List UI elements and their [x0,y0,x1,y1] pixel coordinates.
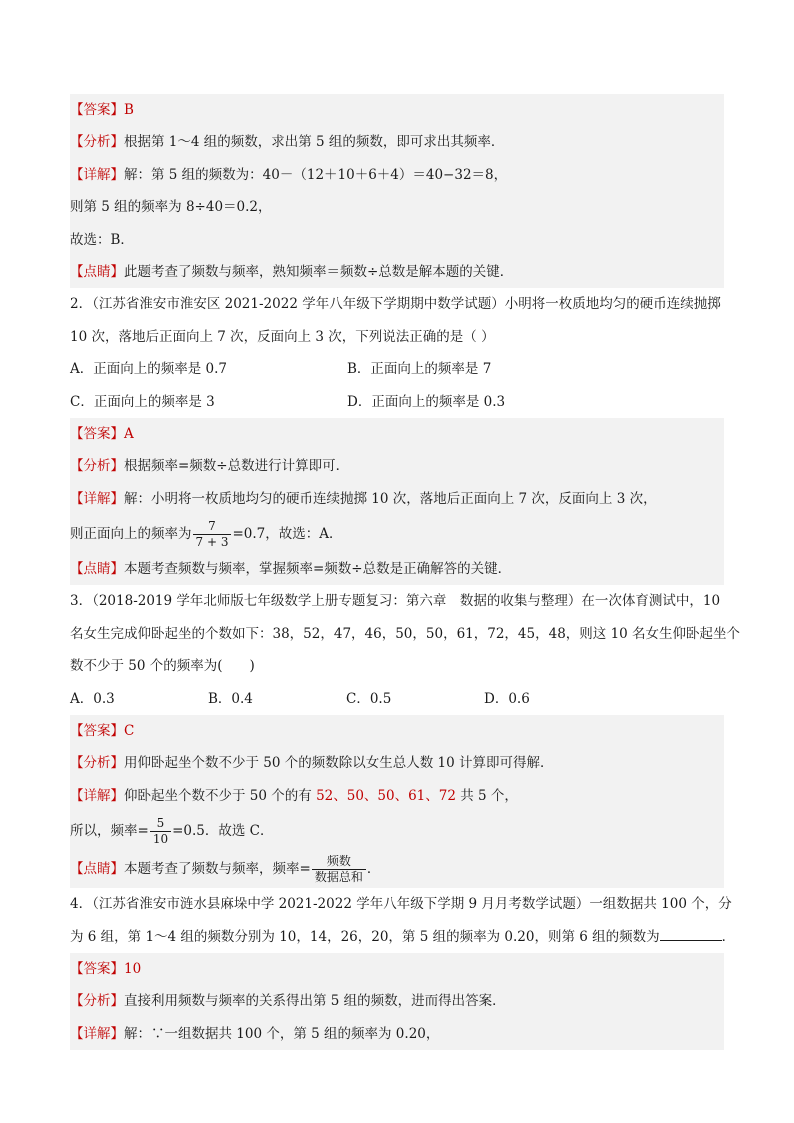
q1-answer: 【答案】B [70,94,724,126]
q2-stem-line2: 10 次，落地后正面向上 7 次，反面向上 3 次，下列说法正确的是（ ） [70,328,495,345]
q4-detail: 【详解】解：∵一组数据共 100 个，第 5 组的频率为 0.20， [70,1018,724,1050]
q2-detail: 【详解】解：小明将一枚质地均匀的硬币连续抛掷 10 次，落地后正面向上 7 次，反面向上 3 次， [70,483,724,515]
q2-stem-line1: 2．（江苏省淮安市淮安区 2021-2022 学年八年级下学期期中数学试题）小明将一枚质地均匀的硬币连续抛掷 [70,296,721,313]
q2-options-row1 [70,353,724,385]
q1-comment: 【点睛】此题考查了频数与频率，熟知频率＝频数÷总数是解本题的关键． [70,256,724,288]
q1-detail-line3: 故选：B． [70,224,724,256]
q1-detail: 【详解】解：第 5 组的频数为：40－（12＋10＋6＋4）＝40−32＝8， [70,159,724,191]
q2-option-a: A．正面向上的频率是 0.7 [70,361,228,378]
q3-comment: 【点睛】本题考查了频数与频率，频率= $\frac{\text{频数}}{\text{数据总和}}$ ． [70,850,724,888]
q3-stem-line2: 名女生完成仰卧起坐的个数如下：38，52，47，46，50，50，61，72，45，48，则这 10 名女生仰卧起坐个 [70,625,741,642]
q2-comment: 【点睛】本题考查频数与频率，掌握频率=频数÷总数是正确解答的关键． [70,553,724,585]
q4-stem-line1: 4．（江苏省淮安市涟水县麻垛中学 2021-2022 学年八年级下学期 9 月月考数学试题）一组数据共 100 个，分 [70,896,732,913]
q2-option-b: B．正面向上的频率是 7 [347,361,492,378]
q3-detail-line2: 所以，频率= $\frac{5}{10}$ =0.5．故选 C． [70,812,724,850]
q3-fraction: $\frac{5}{10}$ [150,816,171,847]
q1-analysis: 【分析】根据第 1～4 组的频数，求出第 5 组的频数，即可求出其频率． [70,126,724,158]
q3-option-a: A．0.3 [70,690,115,707]
q3-analysis: 【分析】用仰卧起坐个数不少于 50 个的频数除以女生总人数 10 计算即可得解． [70,747,724,779]
q1-detail-line2: 则第 5 组的频率为 8÷40＝0.2， [70,191,724,223]
q2-analysis: 【分析】根据频率=频数÷总数进行计算即可． [70,450,724,482]
q4-stem-line2: 为 6 组，第 1～4 组的频数分别为 10，14，26，20，第 5 组的频率为 0.20，则第 6 组的频数为 ． [70,921,724,953]
q2-fraction: $\frac{7}{7 + 3}$ [193,519,232,550]
q3-option-b: B．0.4 [208,690,253,707]
q3-options [70,683,724,715]
q3-comment-fraction: $\frac{\text{频数}}{\text{数据总和}}$ [312,854,366,885]
q2-answer: 【答案】A [70,418,724,450]
q3-option-d: D．0.6 [484,690,530,707]
q2-option-c: C．正面向上的频率是 3 [70,393,215,410]
q3-option-c: C．0.5 [346,690,392,707]
q2-options-row2 [70,386,724,418]
document-body [70,94,741,1050]
q4-analysis: 【分析】直接利用频数与频率的关系得出第 5 组的频数，进而得出答案． [70,985,724,1017]
answer-blank [660,926,722,941]
q3-stem-line3: 数不少于 50 个的频率为( ) [70,658,255,675]
q3-answer: 【答案】C [70,715,724,747]
q2-option-d: D．正面向上的频率是 0.3 [347,393,506,410]
q4-answer: 【答案】10 [70,953,724,985]
q3-detail: 【详解】仰卧起坐个数不少于 50 个的有 52、50、50、61、72 共 5 个， [70,780,724,812]
q3-stem-line1: 3．（2018-2019 学年北师版七年级数学上册专题复习：第六章 数据的收集与整理）在一次体育测试中，10 [70,593,721,610]
q2-detail-line2: 则正面向上的频率为 $\frac{7}{7 + 3}$ =0.7，故选：A． [70,515,724,553]
